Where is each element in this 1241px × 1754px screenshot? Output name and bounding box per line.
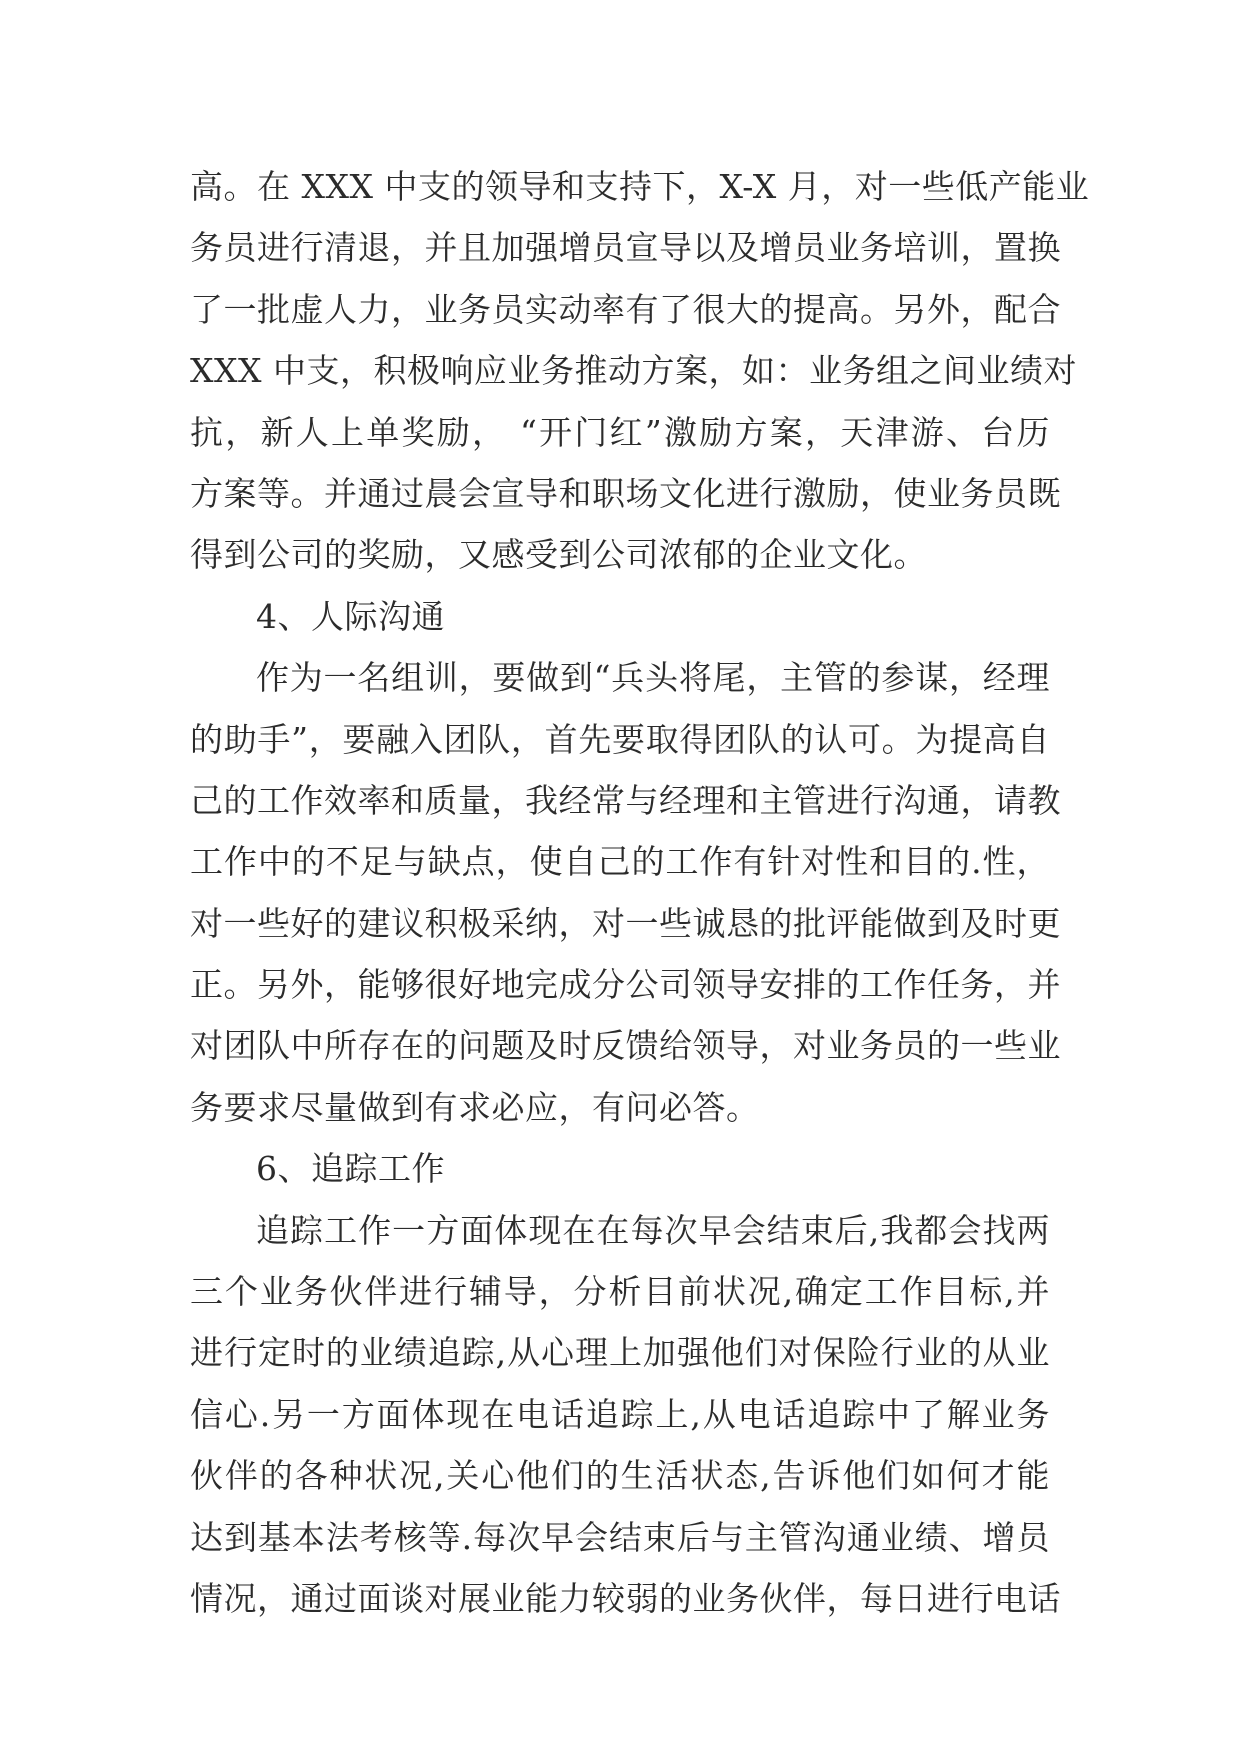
text-line: 追踪工作一方面体现在在每次早会结束后,我都会找两 bbox=[256, 1210, 1050, 1250]
text-line: 对一些好的建议积极采纳，对一些诚恳的批评能做到及时更 bbox=[190, 903, 1061, 943]
text-line: 方案等。并通过晨会宣导和职场文化进行激励，使业务员既 bbox=[190, 473, 1061, 513]
text-line: 务员进行清退，并且加强增员宣导以及增员业务培训，置换 bbox=[190, 228, 1061, 268]
text-line: 己的工作效率和质量，我经常与经理和主管进行沟通，请教 bbox=[190, 780, 1061, 820]
text-line: 信心.另一方面体现在电话追踪上,从电话追踪中了解业务 bbox=[190, 1394, 1050, 1434]
text-line: 正。另外，能够很好地完成分公司领导安排的工作任务，并 bbox=[190, 965, 1061, 1005]
text-line: 了一批虚人力，业务员实动率有了很大的提高。另外，配合 bbox=[190, 289, 1061, 329]
text-line: 进行定时的业绩追踪,从心理上加强他们对保险行业的从业 bbox=[190, 1333, 1050, 1373]
text-line: 作为一名组训，要做到“兵头将尾，主管的参谋，经理 bbox=[256, 658, 1050, 698]
text-line: 情况，通过面谈对展业能力较弱的业务伙伴，每日进行电话 bbox=[190, 1578, 1061, 1618]
text-line: 三个业务伙伴进行辅导，分析目前状况,确定工作目标,并 bbox=[190, 1272, 1050, 1312]
section-heading-communication: 4、人际沟通 bbox=[256, 596, 445, 636]
text-line: 对团队中所存在的问题及时反馈给领导，对业务员的一些业 bbox=[190, 1026, 1061, 1066]
section-heading-tracking: 6、追踪工作 bbox=[256, 1149, 445, 1189]
text-line: 的助手”，要融入团队，首先要取得团队的认可。为提高自 bbox=[190, 719, 1050, 759]
text-line: 得到公司的奖励，又感受到公司浓郁的企业文化。 bbox=[190, 535, 927, 575]
document-body bbox=[190, 156, 1090, 1629]
text-line: 抗，新人上单奖励， “开门红”激励方案，天津游、台历 bbox=[190, 412, 1050, 452]
text-line: XXX 中支，积极响应业务推动方案，如：业务组之间业绩对 bbox=[190, 351, 1077, 391]
text-line: 高。在 XXX 中支的领导和支持下，X-X 月，对一些低产能业 bbox=[190, 167, 1090, 206]
text-line: 工作中的不足与缺点，使自己的工作有针对性和目的.性， bbox=[190, 842, 1050, 882]
text-line: 务要求尽量做到有求必应，有问必答。 bbox=[190, 1087, 760, 1127]
text-line: 达到基本法考核等.每次早会结束后与主管沟通业绩、增员 bbox=[190, 1517, 1050, 1557]
text-line: 伙伴的各种状况,关心他们的生活状态,告诉他们如何才能 bbox=[190, 1456, 1050, 1496]
